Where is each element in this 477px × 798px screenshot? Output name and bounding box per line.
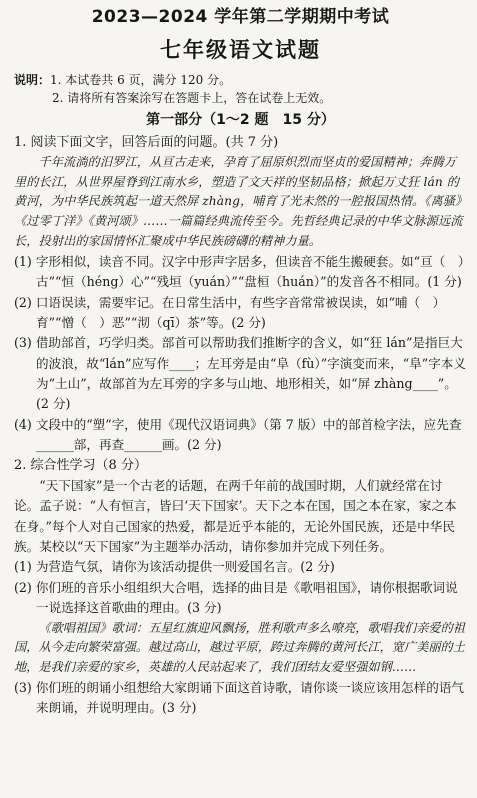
instructions: [14, 71, 467, 108]
question-1-sub-4: (4) 文段中的“塑”字，使用《现代汉语词典》（第 7 版）中的部首检字法，应先查______部，再查______画。(2 分): [14, 416, 462, 453]
question-2: [14, 456, 467, 719]
question-2-stem: 2. 综合性学习（8 分）: [14, 457, 147, 473]
song-lyrics: 《歌唱祖国》歌词：五星红旗迎风飘扬，胜利歌声多么嘹亮，歌唱我们亲爱的祖国，从今走向繁荣富强。越过高山，越过平原，跨过奔腾的黄河长江，宽广美丽的土地，是我们亲爱的家乡，英雄的人民站起来了，我们团结友爱坚强如钢……: [14, 620, 465, 675]
question-1-stem: 1. 阅读下面文字，回答后面的问题。(共 7 分): [14, 134, 279, 150]
instructions-label: 说明：: [14, 72, 51, 87]
instruction-line-1: 1. 本试卷共 6 页，满分 120 分。: [50, 72, 232, 87]
question-1-sub-1: (1) 字形相似，读音不同。汉字中形声字居多，但读音不能生搬硬套。如“亘（ ）古”“恒（héng）心”“残垣（yuán）”“盘桓（huán）”的发音各不相同。(1 分): [14, 253, 465, 290]
exam-title: 2023—2024 学年第二学期期中考试: [91, 7, 390, 27]
question-2-sub-3: (3) 你们班的朗诵小组想给大家朗诵下面这首诗歌，请你谈一谈应该用怎样的语气来朗诵，并说明理由。(3 分): [14, 679, 465, 716]
question-1-sub-2: (2) 口语误读，需要牢记。在日常生活中，有些字音常常被误读，如“哺（ ）育”“憎（ ）恶”“沏（qī）茶”等。(2 分): [14, 294, 446, 330]
question-2-passage: “天下国家”是一个古老的话题，在两千年前的战国时期，人们就经常在讨论。孟子说：“人有恒言，皆曰‘天下国家’。天下之本在国，国之本在家，家之本在身。”每个人对自己国家的热爱，都是近乎本能的，无论外国民族，还是中华民族。某校以“天下国家”为主题举办活动，请你参加并完成下列任务。: [14, 477, 457, 554]
question-2-sub-2: (2) 你们班的音乐小组组织大合唱，选择的曲目是《歌唱祖国》，请你根据歌词说一说选择这首歌曲的理由。(3 分): [14, 579, 458, 616]
question-1-passage: 千年流淌的汨罗江，从亘古走来，孕育了屈原炽烈而坚贞的爱国精神；奔腾万里的长江，从世界屋脊到江南水乡，塑造了文天祥的坚韧品格；掀起万丈狂 lán 的黄河，为中华民族筑起一道天然屏 zhàng，哺育了光未然的一腔报国热情。《离骚》《过零丁洋》《黄河颂》……一篇篇经典流传至今。先哲经典记录的中华文脉源远流长，投射出的家国情怀汇聚成中华民族磅礴的精神力量。: [14, 154, 463, 248]
exam-subtitle: 七年级语文试题: [160, 38, 321, 63]
instruction-line-2: 2. 请将所有答案涂写在答题卡上，答在试卷上无效。: [52, 91, 332, 106]
question-1-sub-3: (3) 借助部首，巧学归类。部首可以帮助我们推断字的含义，如“狂 lán”是指巨大的波浪，故“lán”应写作____；左耳旁是由“阜（fù）”字演变而来，“阜”字本义为“土山”，故部首为左耳旁的字多与山地、地形相关，如“屏 zhàng____”。(2 分): [14, 335, 466, 412]
question-1: [14, 133, 467, 456]
question-2-sub-1: (1) 为营造气氛，请你为该活动提供一则爱国名言。(2 分): [14, 559, 335, 575]
part-heading: 第一部分（1～2 题 15 分）: [146, 112, 335, 129]
